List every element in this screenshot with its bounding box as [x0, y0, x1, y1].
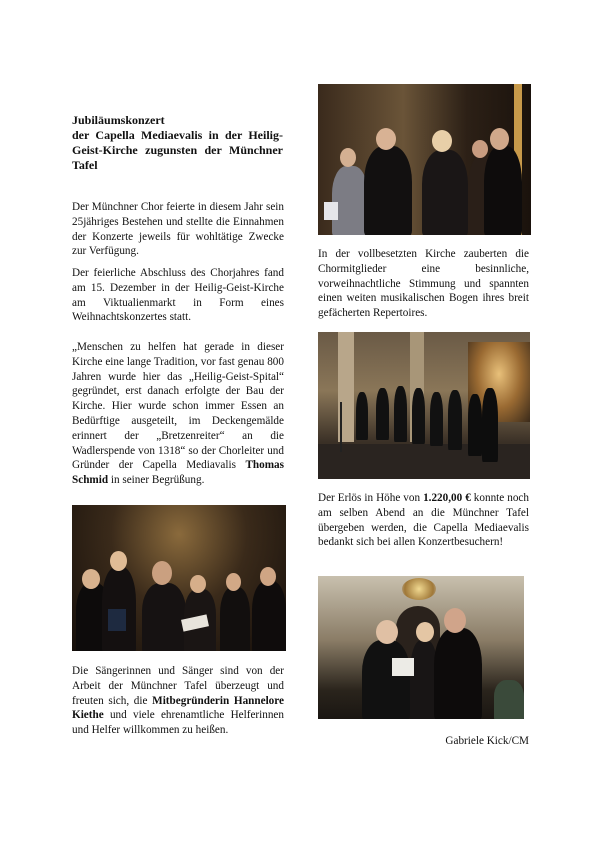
paragraph-intro: Der Münchner Chor feierte in diesem Jahr sein 25jähriges Bestehen und stellte die Einnahmen der Konzerte jeweils für wohltätige Zwecke zur Verfügung.	[72, 201, 284, 258]
donation-text: Der Erlös in Höhe von	[318, 492, 424, 504]
donation-handover-photo	[318, 576, 524, 719]
paragraph-atmosphere: In der vollbesetzten Kirche zauberten die Chormitglieder eine besinnliche, vorweihnachtliche Stimmung und spannten einen weiten musikalischen Bogen ihres breit gefächerten Repertoires.	[318, 248, 529, 320]
title-line-2: der Capella Mediaevalis in der Heilig-Geist-Kirche zugunsten der Münchner Tafel	[72, 128, 283, 172]
choir-singers-photo	[72, 505, 286, 651]
choir-performance-photo	[318, 332, 530, 479]
article-title	[72, 113, 283, 173]
paragraph-quote	[72, 340, 284, 488]
author-credit: Gabriele Kick/CM	[445, 735, 529, 747]
donation-amount: 1.220,00 €	[423, 492, 471, 504]
guests-end: und viele ehrenamtliche Helferinnen und Helfer willkommen zu heißen.	[72, 709, 284, 737]
cofounder-name: Mitbegründerin Hannelore Kiethe	[72, 694, 284, 722]
conversation-photo	[318, 84, 531, 235]
quote-end: in seiner Begrüßung.	[108, 474, 205, 487]
donation-end: konnte noch am selben Abend an die Münchner Tafel übergeben werden, die Capella Mediaevalis bedankt sich bei allen Konzertbesuchern!	[318, 492, 529, 549]
paragraph-concert: Der feierliche Abschluss des Chorjahres fand am 15. Dezember in der Heilig-Geist-Kirche am Viktualienmarkt in Form eines Weihnachtskonzertes statt.	[72, 267, 284, 324]
title-line-1: Jubiläumskonzert	[72, 113, 165, 127]
paragraph-donation	[318, 491, 529, 550]
conductor-name: Thomas Schmid	[72, 459, 284, 487]
guests-text: Die Sängerinnen und Sänger sind von der Arbeit der Münchner Tafel überzeugt und freuten sich, die	[72, 665, 284, 707]
quote-text: „Menschen zu helfen hat gerade in dieser Kirche eine lange Tradition, vor fast genau 800 Jahren wurde hier das „Heilig-Geist-Spital“ gegründet, erst danach erfolgte der Bau der Kirche. Hier wurde schon immer Essen an Bedürftige ausgeteilt, im Deckengemälde erinnert der „Bretzenreiter“ an die Wadlerspende von 1318“ so der Chorleiter und Gründer der Capella Mediavalis	[72, 341, 284, 472]
paragraph-guests	[72, 664, 284, 738]
